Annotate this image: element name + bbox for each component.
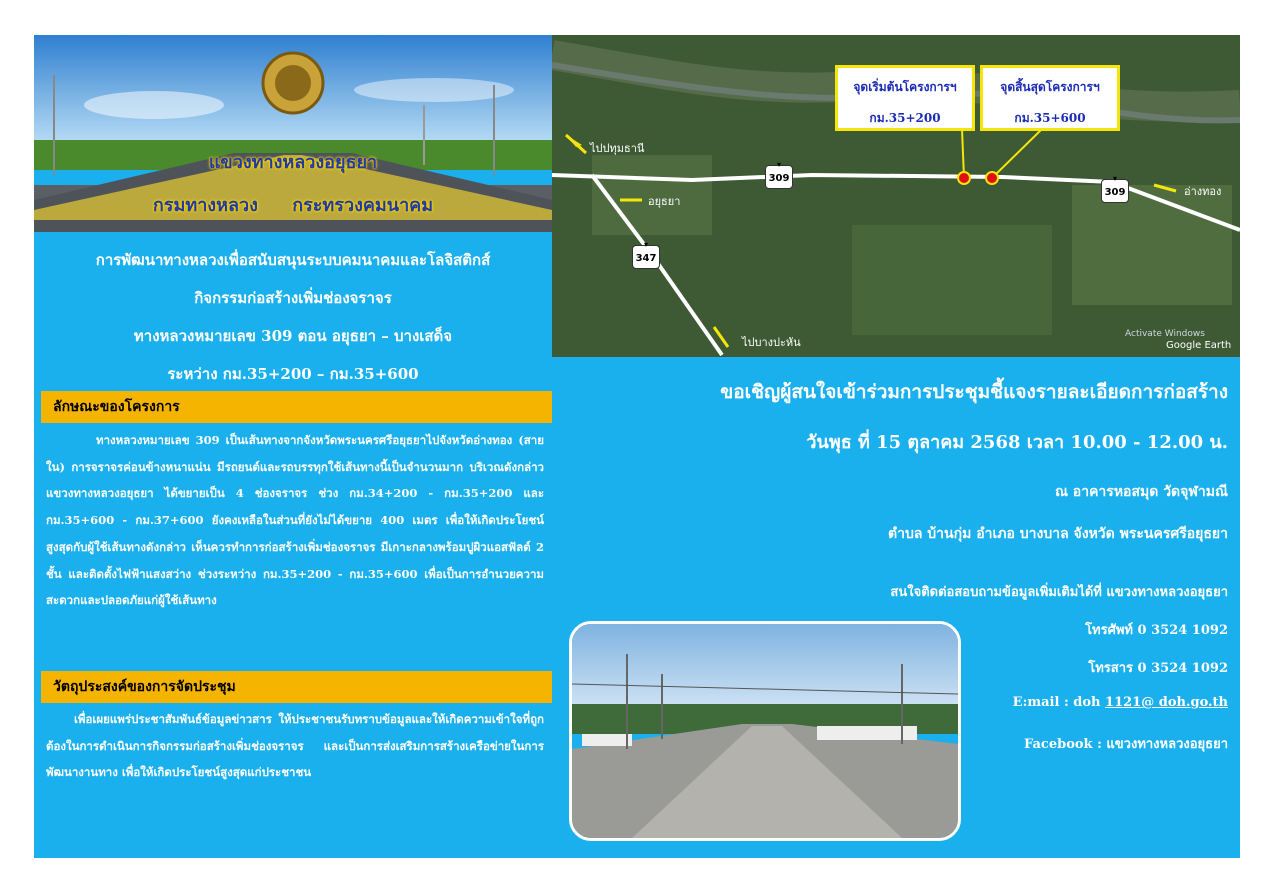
contact-fax: โทรสาร 0 3524 1092 — [1088, 661, 1228, 676]
meeting-date: วันพุธ ที่ 15 ตุลาคม 2568 เวลา 10.00 - 12.00 น. — [806, 432, 1228, 453]
route-309-shield: ▾ 309 — [765, 165, 793, 189]
map-end-label: จุดสิ้นสุดโครงการฯ — [1000, 80, 1100, 94]
header-photo — [34, 35, 552, 232]
meeting-location: ตำบล บ้านกุ่ม อำเภอ บางบาล จังหวัด พระนครศรีอยุธยา — [888, 526, 1228, 542]
department-line — [34, 190, 552, 219]
ministry-name: กระทรวงคมนาคม — [292, 195, 434, 216]
section-heading-characteristics: ลักษณะของโครงการ — [41, 391, 552, 423]
map-start-label: จุดเริ่มต้นโครงการฯ — [853, 80, 957, 94]
route-347-shield: ▾ 347 — [632, 245, 660, 269]
section-heading-objective: วัตถุประสงค์ของการจัดประชุม — [41, 671, 552, 703]
right-panel — [552, 357, 1240, 858]
meeting-invite: ขอเชิญผู้สนใจเข้าร่วมการประชุมชี้แจงรายละเอียดการก่อสร้าง — [720, 381, 1228, 403]
map-end-km: กม.35+600 — [1014, 111, 1086, 125]
map-label-ayutthaya: อยุธยา — [648, 195, 681, 208]
contact-facebook: Facebook : แขวงทางหลวงอยุธยา — [1023, 737, 1228, 752]
map-label-pathum: ไปปทุมธานี — [590, 142, 645, 155]
project-map — [552, 35, 1240, 357]
map-start-callout — [835, 65, 975, 131]
route-309-shield-east: ▾ 309 — [1101, 179, 1129, 203]
contact-phone: โทรศัพท์ 0 3524 1092 — [1085, 623, 1228, 638]
left-panel — [34, 35, 552, 858]
office-name: แขวงทางหลวงอยุธยา — [208, 152, 378, 173]
email-link[interactable]: 1121@ doh.go.th — [1105, 695, 1228, 710]
contact-email — [1013, 695, 1228, 710]
map-label-bangpahan: ไปบางปะหัน — [742, 336, 801, 349]
map-label-angthong: อ่างทอง — [1184, 185, 1222, 198]
project-title-3: ทางหลวงหมายเลข 309 ตอน อยุธยา – บางเสด็จ — [133, 327, 453, 345]
department-name: กรมทางหลวง — [152, 195, 258, 216]
project-title-4: ระหว่าง กม.35+200 – กม.35+600 — [167, 365, 419, 383]
map-activate-note: Activate Windows — [1125, 329, 1205, 339]
email-label: E:mail : doh — [1012, 695, 1106, 710]
road-photo — [569, 621, 961, 841]
project-title-1: การพัฒนาทางหลวงเพื่อสนับสนุนระบบคมนาคมและโลจิสติกส์ — [95, 251, 491, 269]
meeting-venue: ณ อาคารหอสมุด วัดจุฬามณี — [1054, 484, 1228, 500]
map-start-km: กม.35+200 — [869, 111, 941, 125]
map-end-callout — [980, 65, 1120, 131]
map-watermark: Google Earth — [1166, 340, 1232, 351]
section-body-characteristics: ทางหลวงหมายเลข 309 เป็นเส้นทางจากจังหวัดพระนครศรีอยุธยาไปจังหวัดอ่างทอง (สายใน) การจราจรค่อนข้างหนาแน่น มีรถยนต์และรถบรรทุกใช้เส้นทางนี้เป็นจำนวนมาก บริเวณดังกล่าว แขวงทางหลวงอยุธยา ได้ขยายเป็น 4 ช่องจราจร ช่วง กม.34+200 - กม.35+200 และกม.35+600 - กม.37+600 ยังคงเหลือในส่วนที่ยังไม่ได้ขยาย 400 เมตร เพื่อให้เกิดประโยชน์สูงสุดกับผู้ใช้เส้นทางดังกล่าว เห็นควรทำการก่อสร้างเพิ่มช่องจราจร มีเกาะกลางพร้อมปูผิวแอสฟัลต์ 2 ชั้น และติดตั้งไฟฟ้าแสงสว่าง ช่วงระหว่าง กม.35+200 - กม.35+600 เพื่อเป็นการอำนวยความสะดวกและปลอดภัยแก่ผู้ใช้เส้นทาง — [46, 433, 544, 608]
section-body-objective: เพื่อเผยแพร่ประชาสัมพันธ์ข้อมูลข่าวสาร ให้ประชาชนรับทราบข้อมูลและให้เกิดความเข้าใจที่ถูกต้องในการดำเนินการกิจกรรมก่อสร้างเพิ่มช่องจราจร และเป็นการส่งเสริมการสร้างเครือข่ายในการพัฒนางานทาง เพื่อให้เกิดประโยชน์สูงสุดแก่ประชาชน — [46, 712, 544, 780]
project-title-2: กิจกรรมก่อสร้างเพิ่มช่องจราจร — [194, 289, 392, 307]
contact-intro: สนใจติดต่อสอบถามข้อมูลเพิ่มเติมได้ที่ แขวงทางหลวงอยุธยา — [890, 585, 1228, 600]
